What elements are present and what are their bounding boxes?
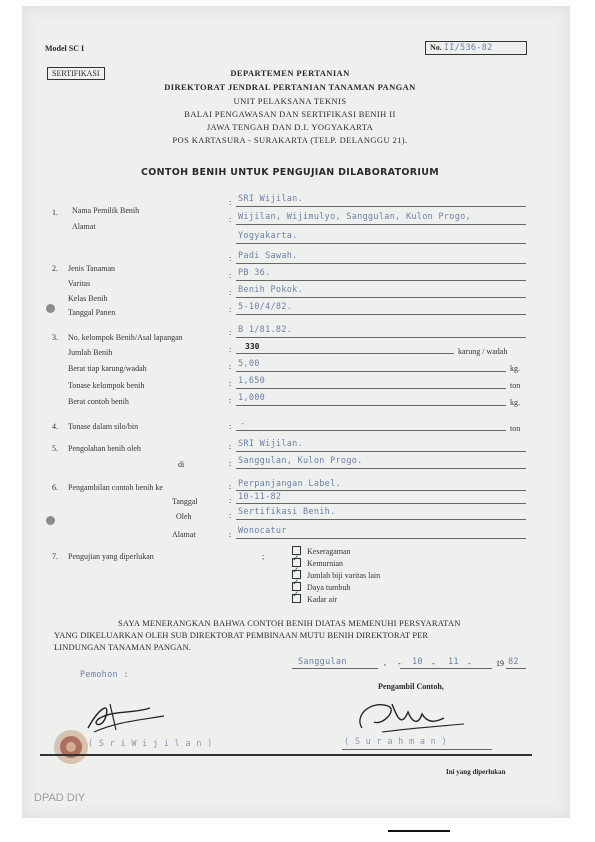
applicant-label: Pemohon : (80, 670, 129, 680)
field-label-address: Alamat (72, 222, 96, 231)
field-value-lot-tonnage: 1,650 (238, 376, 266, 386)
statement-line-2: YANG DIKELUARKAN OLEH SUB DIREKTORAT PEMBINAAN MUTU BENIH DIREKTORAT PER (54, 630, 429, 640)
unit-ton: ton (510, 424, 521, 433)
test-option-label: Kadar air (307, 595, 337, 604)
field-value-processing-location: Sanggulan, Kulon Progo. (238, 456, 363, 466)
field-label-tests-required: Pengujian yang diperlukan (68, 552, 154, 561)
field-number: 6. (52, 483, 58, 492)
field-label-crop: Jenis Tanaman (68, 264, 116, 273)
field-label-seed-quantity: Jumlah Benih (68, 348, 113, 357)
field-label-silo-tonnage: Tonase dalam silo/bin (68, 422, 139, 431)
test-option-label: Jumlah biji varitas lain (307, 571, 381, 580)
field-value-crop: Padi Sawah. (238, 251, 298, 261)
header-line-4: BALAI PENGAWASAN DAN SERTIFIKASI BENIH II (184, 109, 396, 119)
number-value: II/536-82 (443, 43, 493, 53)
field-value-variety: PB 36. (238, 268, 271, 278)
field-value-address: Wijilan, Wijimulyo, Sanggulan, Kulon Progo, (238, 212, 471, 222)
sign-date-day: 10 (412, 657, 423, 667)
field-number: 2. (52, 264, 58, 273)
sign-date-year-prefix: 19 (496, 659, 504, 668)
field-label-sample-weight: Berat contoh benih (68, 397, 129, 406)
punch-hole (46, 304, 55, 313)
official-seal (52, 728, 90, 766)
field-value-seed-class: Benih Pokok. (238, 285, 304, 295)
field-value-bag-weight: 5,00 (238, 359, 260, 369)
sign-place: Sanggulan (298, 657, 347, 667)
field-value-sampler-address: Wonocatur (238, 526, 287, 536)
test-option-other-variety[interactable] (292, 570, 380, 580)
footer-rule (40, 754, 532, 756)
form-code: Model SC I (45, 44, 85, 53)
field-label-owner: Nama Pemilik Benih (72, 206, 140, 215)
field-label-seed-class: Kelas Benih (68, 294, 108, 303)
field-value-sampling-purpose: Perpanjangan Label. (238, 479, 341, 489)
unit-quantity: karung / wadah (458, 347, 508, 356)
test-option-moisture[interactable] (292, 594, 337, 604)
field-label-variety: Varitas (68, 279, 91, 288)
field-label-processing-location: di (178, 460, 185, 469)
test-option-purity[interactable] (292, 558, 343, 568)
field-label-sampled-by: Oleh (176, 512, 192, 521)
unit-ton: ton (510, 381, 521, 390)
test-option-uniformity[interactable] (292, 546, 351, 556)
test-option-label: Daya tumbuh (307, 583, 351, 592)
field-value-sampling-date: 10-11-82 (238, 492, 282, 502)
statement-line-3: LINDUNGAN TANAMAN PANGAN. (54, 642, 192, 652)
unit-kg: kg. (510, 398, 520, 407)
field-label-processor: Pengolahan benih oleh (68, 444, 141, 453)
footer-note: Ini yang diperlukan (446, 768, 506, 776)
sampler-signature (352, 692, 472, 742)
form-title: CONTOH BENIH UNTUK PENGUJIAN DILABORATORIUM (141, 167, 439, 178)
field-label-lot-tonnage: Tonase kelompok benih (68, 381, 145, 390)
header-line-3: UNIT PELAKSANA TEKNIS (233, 96, 347, 106)
field-value-harvest-date: 5-10/4/82. (238, 302, 293, 312)
field-value-silo-tonnage: - (240, 419, 246, 429)
sign-date-year: 82 (508, 657, 519, 667)
document-number-box (425, 41, 527, 55)
test-option-label: Kemurnian (307, 559, 343, 568)
sampler-name: ( S u r a h m a n ) (344, 737, 447, 747)
header-line-1: DEPARTEMEN PERTANIAN (230, 68, 350, 78)
applicant-name: ( S r i W i j i l a n ) (88, 739, 213, 749)
number-label: No. (430, 43, 442, 52)
unit-kg: kg. (510, 364, 520, 373)
field-value-owner: SRI Wijilan. (238, 194, 304, 204)
field-label-sampling-date: Tanggal (172, 497, 198, 506)
field-value-lot-number: B 1/81.82. (238, 325, 293, 335)
test-option-label: Keseragaman (307, 547, 351, 556)
watermark: DPAD DIY (34, 792, 86, 804)
field-label-sampler-address: Alamat (172, 530, 196, 539)
header-line-2: DIREKTORAT JENDRAL PERTANIAN TANAMAN PANGAN (164, 82, 416, 92)
field-value-sample-weight: 1,000 (238, 393, 266, 403)
bottom-mark (388, 830, 450, 832)
field-number: 1. (52, 208, 58, 217)
field-number: 7. (52, 552, 58, 561)
field-value-address-2: Yogyakarta. (238, 231, 298, 241)
field-label-bag-weight: Berat tiap karung/wadah (68, 364, 147, 373)
field-number: 5. (52, 444, 58, 453)
test-option-germination[interactable] (292, 582, 350, 592)
field-label-lot-number: No. kelompok Benih/Asal lapangan (68, 333, 183, 342)
sign-date-month: 11 (448, 657, 459, 667)
field-value-processor: SRI Wijilan. (238, 439, 304, 449)
field-label-sampling-purpose: Pengambilan contoh benih ke (68, 483, 163, 492)
field-number: 4. (52, 422, 58, 431)
header-line-5: JAWA TENGAH DAN D.I. YOGYAKARTA (206, 122, 374, 132)
checkbox-moisture[interactable] (292, 594, 301, 603)
statement-line-1: SAYA MENERANGKAN BAHWA CONTOH BENIH DIATAS MEMENUHI PERSYARATAN (118, 618, 461, 628)
section-box: SERTIFIKASI (47, 67, 105, 80)
punch-hole (46, 516, 55, 525)
applicant-signature (80, 690, 170, 740)
sampler-label: Pengambil Contoh, (378, 682, 444, 691)
field-label-harvest-date: Tanggal Panen (68, 308, 116, 317)
field-number: 3. (52, 333, 58, 342)
field-value-sampled-by: Sertifikasi Benih. (238, 507, 336, 517)
field-value-seed-quantity: 330 (245, 342, 260, 351)
header-line-6: POS KARTASURA - SURAKARTA (TELP. DELANGGU 21). (172, 135, 408, 145)
